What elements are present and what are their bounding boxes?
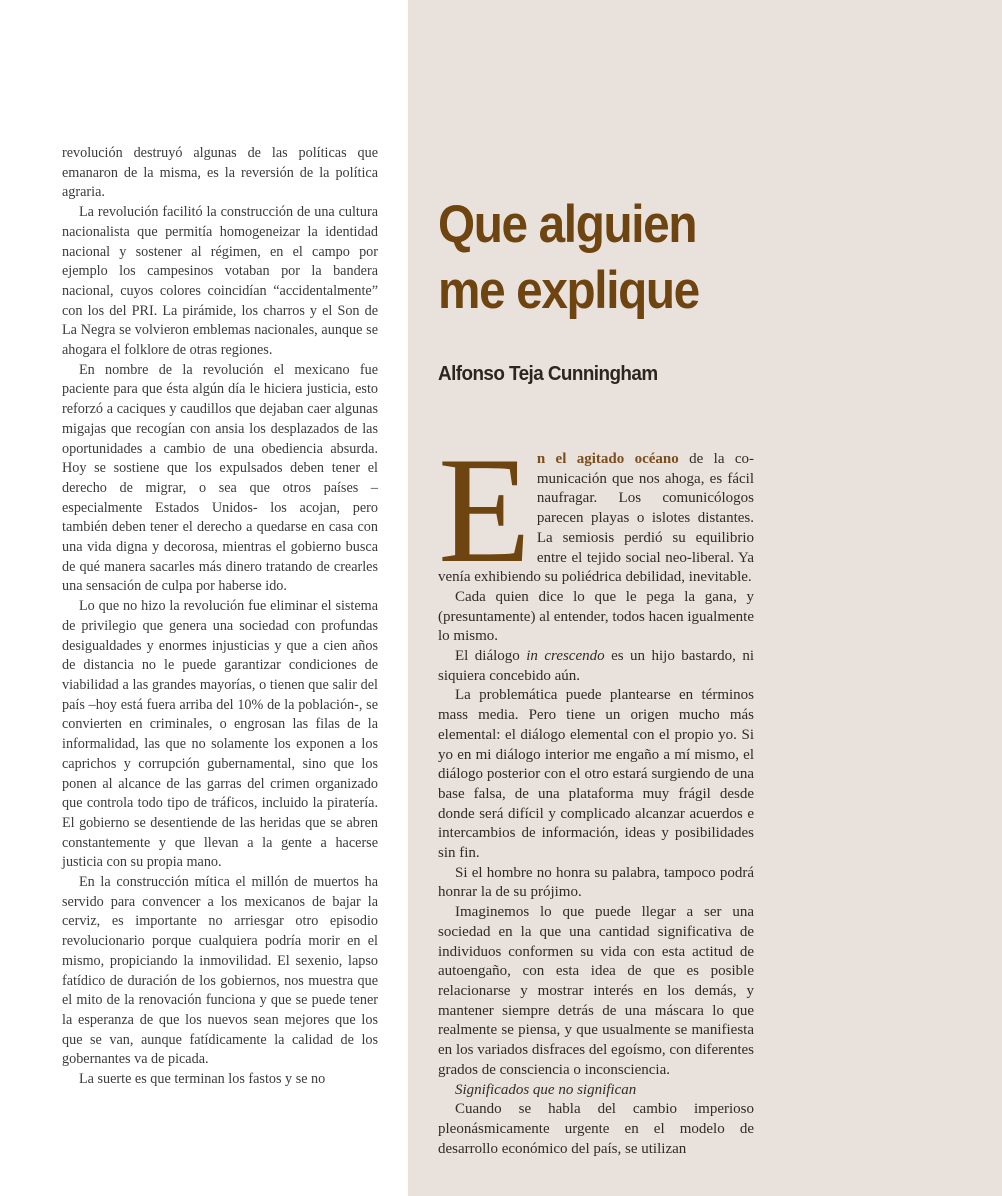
title-line-2: me explique [438,261,699,320]
paragraph: En la construcción mítica el millón de muertos ha servido para convencer a los mexicanos de bajar la cerviz, es importante no arriesgar otro episodio revolucionario porque cualquiera podría morir en el mismo, propiciando la inmovilidad. El sexenio, lapso fatídico de duración de los gobiernos, nos muestra que el mito de la renovación funciona y que se puede tener la esperanza de que los nuevos sean mejores que los que se van, aunque fatídicamente la calidad de los gobernantes va de picada. [62,874,378,1068]
paragraph: La problemática puede plantearse en términos mass media. Pero tiene un origen mucho más elemental: el diálogo elemental con el propio yo. Si yo en mi diálogo interior me engaño a mí mismo, el diálogo posterior con el otro estará surgiendo de una base falsa, de una plataforma muy frágil desde donde será difícil y complicado alcanzar acuerdos e intercambios de información, ideas y posibilidades sin fin. [438,687,754,862]
paragraph-text: El diálogo [455,648,527,665]
paragraph: Imaginemos lo que puede llegar a ser una sociedad en la que una cantidad significativa de individuos conformen su vida con esta actitud de autoengaño, con esta idea de que es posible relacionarse y mostrar interés en los demás, y mantener siempre detrás de una máscara lo que realmente se piensa, y que usualmente se manifiesta en los variados disfraces del egoísmo, con diferentes grados de consciencia o inconsciencia. [438,904,754,1078]
paragraph: revolución destruyó algunas de las políticas que emanaron de la misma, es la reversión de la política agraria. [62,145,378,201]
first-paragraph-text: de la comunicación que nos ahoga, es fácil naufragar. Los comunicólogos parecen playas o islotes distantes. La semiosis perdió su equilibrio entre el tejido social neo-liberal. Ya venía exhibiendo su poliédrica debilidad, inevitable. [438,451,754,586]
article-title [438,192,735,324]
left-page [0,0,408,1196]
first-paragraph [438,426,754,594]
left-text-column [62,144,378,1090]
paragraph: La suerte es que terminan los fastos y se no [79,1071,326,1088]
title-line-1: Que alguien [438,195,697,254]
subheading: Significados que no significan [455,1081,637,1098]
drop-cap: E [438,426,531,594]
paragraph: Cada quien dice lo que le pega la gana, y (presuntamente) al entender, todos hacen igualmente lo mismo. [438,588,754,645]
paragraph: Si el hombre no honra su palabra, tampoco podrá honrar la de su prójimo. [438,864,754,901]
paragraph: En nombre de la revolución el mexicano fue paciente para que ésta algún día le hiciera justicia, esto reforzó a caciques y caudillos que dejaban caer algunas migajas que recogían con ansia los desplazados de las oportunidades a cambio de una obediencia absurda. Hoy se sostiene que los expulsados deben tener el derecho de migrar, o sea que otros países –especialmente Estados Unidos- los acojan, pero también deben tener el derecho a quedarse en casa con una vida digna y decorosa, mientras el gobierno busca de qué manera sacarles más dinero tratando de crearles una sensación de culpa por haberse ido. [62,361,378,595]
paragraph [438,647,754,686]
author-byline: Alfonso Teja Cunningham [438,362,658,385]
lead-in: n el agitado océano [536,451,679,467]
paragraph: La revolución facilitó la construcción de una cultura nacionalista que permitía homogeneizar la identidad nacional y sostener al régimen, en el campo por ejemplo los campesinos votaban por la bandera nacional, cuyos colores coincidían “accidentalmente” con los del PRI. La pirámide, los charros y el Son de La Negra se volvieron emblemas nacionales, aunque se ahogara el folklore de otras regiones. [62,204,378,359]
italic-phrase: in crescendo [526,648,605,665]
paragraph: Lo que no hizo la revolución fue eliminar el sistema de privilegio que genera una sociedad con profundas desigualdades y enormes injusticias y que a cien años de distancia no le puede garantizar condiciones de viabilidad a las grandes mayorías, o tienen que salir del país –hoy está fuera arriba del 10% de la población-, se convierten en criminales, o engrosan las filas de la informalidad, las que no solamente los exponen a los caprichos y corrupción gubernamental, sino que los ponen al alcance de las garras del crimen organizado que controla todo tipo de tráficos, incluido la piratería. El gobierno se desentiende de las heridas que se abren constantemente y que llevan a la gente a hacerse justicia con su propia mano. [62,598,378,871]
article-body [438,426,754,1159]
paragraph: Cuando se habla del cambio imperioso pleonásmicamente urgente en el modelo de desarrollo económico del país, se utilizan [438,1101,754,1157]
paragraph-text: es un hijo bastardo, ni siquiera concebido aún. [438,648,754,684]
